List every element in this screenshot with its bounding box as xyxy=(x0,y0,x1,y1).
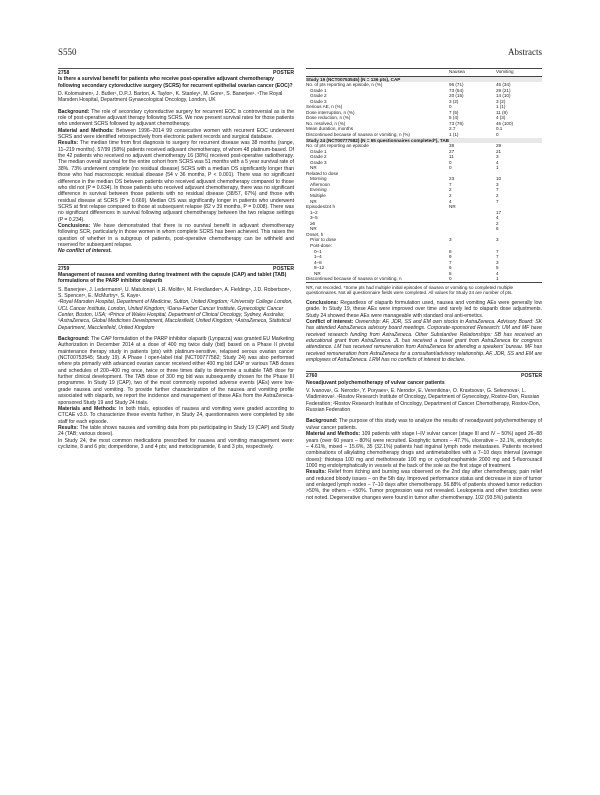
table-footnote: NR, not recorded. *Some pts had multiple initial episodes of nausea or vomiting so completed multiple questionnaires. Not all questionnaire fields were completed. All values for Study 24 are number of pts. xyxy=(306,284,514,296)
results-paragraph xyxy=(58,425,294,438)
abstract-2758 xyxy=(58,68,294,255)
nausea-cell: 11 xyxy=(449,154,454,160)
row-label-cell: Dose interruption, n (%) xyxy=(306,109,355,115)
nausea-cell: 3 xyxy=(449,237,452,243)
row-label-cell: Afternoon xyxy=(310,181,330,187)
results-text: Relief from itching and burning was observed on the 2nd day after chemotherapy, pain relief and reduced bloody issues – on the 5th day. Improved performance status and decrease in size of tumor and enlarged lymph nodes – 7–10 days after chemotherapy. 56.88% of patients showed tumor reduction >50%, the others – <50%. Tumor progression was not revealed. Leukopenia and other toxicities were not noted. Degenerative changes were found in tumor after chemotherapy. 102 (93.5%) patients xyxy=(306,469,542,501)
row-label-cell: Grade 2 xyxy=(310,154,327,160)
nausea-cell: 5 xyxy=(449,270,452,276)
section-title: Abstracts xyxy=(508,47,542,57)
nausea-cell: 1 (1) xyxy=(449,132,459,138)
row-label-cell: Evening xyxy=(310,187,327,193)
vomiting-cell: 4 xyxy=(495,159,499,165)
nausea-cell: 4 xyxy=(449,198,452,204)
row-label-cell: No. of pts reporting an episode, n (%) xyxy=(306,82,383,88)
nausea-cell: 0 xyxy=(449,159,452,165)
row-label-cell: 1–2 xyxy=(310,209,318,215)
nausea-cell: 7 xyxy=(449,259,452,265)
conclusions-label: Conclusions: xyxy=(58,222,91,229)
row-label-cell: Grade 2 xyxy=(310,93,327,99)
vomiting-cell: 4 xyxy=(495,215,499,221)
background-text: The purpose of this study was to analyze the results of neoadjuvant polychemotherapy of vulvar cancer patients. xyxy=(306,418,542,431)
vomiting-cell: 2 xyxy=(495,220,499,226)
row-label-cell: Morning xyxy=(310,176,327,182)
nausea-cell: 23 xyxy=(449,176,455,182)
row-label-cell: NR xyxy=(310,165,317,171)
results-text: The table shows nausea and vomiting data from pts participating in Study 19 (CAP) and Study 24 (TAB; various doses). xyxy=(58,424,294,438)
table-header-cell: Vomiting xyxy=(496,69,542,77)
methods-label: Material and Methods: xyxy=(306,431,361,438)
nausea-cell: 27 xyxy=(449,148,455,154)
abstract-affiliations: ¹Royal Marsden Hospital, Department of Medicine, Sutton, United Kingdom; ²University College London, UCL Cancer Institute, London, United Kingdom; ³Dana-Farber Cancer Institute, Gynecologic Cancer Center, Boston, USA; ⁴Prince of Wales Hospital, Department of Clinical Oncology, Sydney, Australia; ⁵AstraZeneca, Global Medicines Development, Macclesfield, United Kingdom; ⁶AstraZeneca, Statistical Department, Macclesfield, United Kingdom xyxy=(58,299,293,331)
abstract-number: 2758 xyxy=(58,70,70,76)
background-paragraph xyxy=(58,336,294,406)
background-label: Background: xyxy=(306,418,338,425)
methods-paragraph xyxy=(306,431,542,469)
results-label: Results: xyxy=(58,424,79,431)
row-label-cell: Post-dose: xyxy=(310,242,332,248)
background-text: The role of secondary cytoreductive surgery for recurrent EOC is controversial as is the role of post-operative adjuvant therapy following SCRS. We now present survival rates for those patients who underwent SCRS followed by adjuvant chemotherapy. xyxy=(58,108,294,128)
methods-label: Material and Methods: xyxy=(58,127,114,134)
nausea-cell: NR xyxy=(449,204,456,210)
nausea-cell: 0 xyxy=(449,165,452,171)
row-label-cell: Study 24 (NCT00777582) (N = 65 questionnaires completed*), TAB xyxy=(306,137,450,143)
results-paragraph xyxy=(58,140,294,222)
conclusions-text: We have demonstrated that there is no survival benefit in adjuvant chemotherapy following SCR, particularly in those women in whom complete SCRS has been achieved. This raises the question of whether in a subgroup of patients, post-operative chemotherapy can be withheld and reserved for subsequent relapse. xyxy=(58,222,294,248)
background-label: Background: xyxy=(58,108,90,115)
vomiting-cell: 7 xyxy=(495,254,499,260)
nausea-vomiting-table xyxy=(306,68,542,283)
nausea-cell: 9 xyxy=(449,254,452,260)
background-text: The CAP formulation of the PARP inhibitor olaparib (Lynparza) was granted EU Marketing Authorization in December 2014 at a dose of 400 mg twice daily (bid) based on a Phase II pivotal maintenance therapy study in patients (pts) with platinum-sensitive, relapsed serous ovarian cancer (NCT00753545; Study 19). A Phase I open-label trial (NCT00777582; Study 24) was also performed where pts primarily with advanced ovarian cancer received either 400 mg bid CAP or various TAB doses and schedules of 200–400 mg once, twice or three times daily to determine a suitable TAB dose for further clinical development. The TAB dose of 300 mg bid was subsequently chosen for the Phase III programme. In Study 19 (CAP), two of the most commonly reported adverse events (AEs) were low-grade nausea and vomiting. To provide further characterization of the nausea and vomiting profile associated with olaparib, we report the incidence and management of these AEs from the AstraZeneca-sponsored Study 19 and Study 24 trials. xyxy=(58,336,294,406)
vomiting-cell: 0 xyxy=(495,132,499,138)
results-paragraph xyxy=(306,469,542,501)
abstract-title: Neoadjuvant polychemotherapy of vulvar cancer patients xyxy=(306,379,445,386)
results-label: Results: xyxy=(58,140,79,147)
vomiting-cell: 3 xyxy=(495,259,499,265)
row-label-cell: Mean duration, months xyxy=(306,126,353,132)
nausea-cell: 38 xyxy=(449,143,455,149)
row-label-cell: ≥6 xyxy=(310,220,316,226)
vomiting-cell: 17 xyxy=(495,209,502,215)
conclusions-paragraph xyxy=(58,223,294,248)
vomiting-cell: 0.1 xyxy=(495,126,503,132)
abstract-title: Is there a survival benefit for patients who receive post-operative adjuvant chemotherapy following secondary cytoreductive surgery (SCRS) for recurrent epithelial ovarian cancer (EOC)? xyxy=(58,76,293,89)
row-label-cell: 1–4 xyxy=(314,254,322,260)
row-label-cell: Onset, h xyxy=(306,231,324,237)
vomiting-cell: 3 (2) xyxy=(495,98,506,104)
vomiting-cell: 6 xyxy=(495,226,499,232)
vomiting-cell: 29 (21) xyxy=(495,87,511,93)
vomiting-cell: 14 (10) xyxy=(495,93,511,99)
table-header-cell xyxy=(306,69,449,77)
nausea-cell: 8 xyxy=(449,248,452,254)
row-label-cell: Episodes/24 h xyxy=(306,204,336,210)
row-label-cell: NR xyxy=(314,270,321,276)
nausea-cell: 7 xyxy=(449,181,452,187)
vomiting-cell: 11 (8) xyxy=(495,109,508,115)
vomiting-cell: 2 xyxy=(495,193,499,199)
table-header-cell: Nausea xyxy=(449,69,496,77)
methods-text: 109 patients with stage I–IV vulvar cancer (stage III and IV – 50%) aged 26–88 years (over 60 years – 80%) were recruited. Exophytic tumors – 47.7%, ulcerative – 32.1%, endophytic – 4.61%, mixed – 15.6%, 35 (32.1%) patients had inguinal lymph node metastases. Patients received combinations of alkylating chemotherapy drugs and antimetabolites with a 7–10 days interval (average doses): thiotepa 100 mg and methotrexate 100 mg or cyclophosphamide 2000 mg and 5-fluorouracil 1000 mg endolymphatically in vessels at the back of the sole as the first stage of treatment. xyxy=(306,431,542,469)
row-label-cell: Grade 3 xyxy=(310,98,327,104)
nausea-cell: 2.7 xyxy=(449,126,456,132)
page-number: S550 xyxy=(58,47,77,57)
row-label-cell: Grade 1 xyxy=(310,87,327,93)
abstract-authors: S. Banerjee¹, J. Ledermann², U. Matulonis³, L.R. Molife⁴, M. Friedlander⁵, A. Fielding⁶, J.D. Robertson⁶, S. Spencer⁶, E. McMurtry⁶, S. Kaye¹. xyxy=(58,286,291,299)
vomiting-cell: 7 xyxy=(495,198,499,204)
right-column xyxy=(306,68,542,501)
background-label: Background: xyxy=(58,336,90,343)
row-label-cell: Study 19 (NCT00753545) (N = 136 pts), CAP xyxy=(306,76,449,82)
abstract-header xyxy=(306,371,542,379)
row-label-cell: NR xyxy=(310,226,317,232)
abstract-header xyxy=(58,264,294,272)
vomiting-cell: 46 (34) xyxy=(495,82,511,88)
vomiting-cell: 46 (100) xyxy=(495,120,514,126)
results-paragraph-2: In Study 24, the most common medications prescribed for nausea and vomiting management were: cyclizine, 8 and 6 pts; domperidone, 3 and 4 pts; and metoclopramide, 6 and 3 pts, respectively. xyxy=(58,437,294,450)
methods-paragraph xyxy=(58,406,294,425)
conflict-paragraph xyxy=(306,319,542,363)
conflict-statement: No conflict of interest. xyxy=(58,248,112,255)
nausea-cell: 2 xyxy=(449,187,452,193)
vomiting-cell: 4 xyxy=(495,270,499,276)
abstract-title: Management of nausea and vomiting during treatment with the capsule (CAP) and tablet (TAB) formulations of the PARP inhibitor olaparib xyxy=(58,271,287,285)
vomiting-cell: 29 xyxy=(495,143,502,149)
background-paragraph xyxy=(58,109,294,128)
row-label-cell: Discontinued because of nausea or vomiting, n xyxy=(306,276,449,282)
row-label-cell: Serious AE, n (%) xyxy=(306,104,343,110)
nausea-cell: 2 xyxy=(449,193,452,199)
vomiting-cell: 7 xyxy=(495,248,499,254)
nausea-cell: 20 (15) xyxy=(449,93,464,99)
row-label-cell: Prior to dose xyxy=(310,237,337,243)
table-row xyxy=(306,276,542,282)
vomiting-cell: 21 xyxy=(495,148,502,154)
row-label-cell: 0–1 xyxy=(314,248,322,254)
abstract-number: 2760 xyxy=(306,373,318,380)
nausea-cell: 3 (2) xyxy=(449,98,459,104)
nausea-cell: 96 (71) xyxy=(449,82,464,88)
row-label-cell: Grade 1 xyxy=(310,148,327,154)
conclusions-paragraph xyxy=(306,300,542,319)
row-label-cell: 8–12 xyxy=(314,265,325,271)
vomiting-cell: 5 xyxy=(495,265,499,271)
abstract-type: POSTER xyxy=(273,70,294,76)
vomiting-cell: 1 xyxy=(496,276,542,282)
vomiting-cell: 7 xyxy=(495,187,499,193)
row-label-cell: 3–5 xyxy=(310,215,318,221)
nausea-cell: 0 xyxy=(449,104,452,110)
row-label-cell: Dose reduction, n (%) xyxy=(306,115,351,121)
conclusions-label: Conclusions: xyxy=(306,299,339,306)
conflict-label: Conflict of interest: xyxy=(306,319,354,325)
row-label-cell: Related to dose xyxy=(306,170,339,176)
conclusions-text: Regardless of olaparib formulation used, nausea and vomiting AEs were generally low grade. In Study 19, these AEs were improved over time and rarely led to olaparib dose adjustments. Study 24 showed these AEs were manageable with standard oral anti-emetics. xyxy=(306,299,542,319)
methods-label: Materials and Methods: xyxy=(58,405,117,412)
vomiting-cell: 1 xyxy=(495,165,499,171)
vomiting-cell: 4 (3) xyxy=(495,115,506,121)
abstract-authors: D. Kolomainen¹, J. Butler¹, D.P.J. Barton, A. Taylor¹, K. Stanley¹, M. Gore¹, S. Banerjee¹. ¹The Royal Marsden Hospital, Department Gynaecological Oncology, London, UK xyxy=(58,91,283,104)
methods-text: Between 1996–2014 99 consecutive women with recurrent EOC underwent SCRS and were identified retrospectively from electronic patient records and surgical database. xyxy=(58,127,294,141)
nausea-cell: 73 (54) xyxy=(449,87,464,93)
abstract-type: POSTER xyxy=(273,265,294,272)
row-label-cell: 4–8 xyxy=(314,259,322,265)
abstract-type: POSTER xyxy=(521,373,542,380)
results-label: Results: xyxy=(306,469,327,476)
nausea-cell: 5 (4) xyxy=(449,115,459,121)
nausea-cell: 73 (76) xyxy=(449,120,464,126)
vomiting-cell: 10 xyxy=(495,176,502,182)
row-label-cell: Grade 3 xyxy=(310,159,327,165)
table-body xyxy=(306,76,542,282)
nausea-cell: 6 xyxy=(449,265,452,271)
methods-paragraph xyxy=(58,128,294,141)
nausea-cell: 7 (5) xyxy=(449,109,459,115)
background-paragraph xyxy=(306,418,542,431)
methods-text: In both trials, episodes of nausea and vomiting were graded according to CTCAE v3.0. To characterize these events further, in Study 24, questionnaires were completed by site staff for each episode. xyxy=(58,405,294,425)
conflict-text: Ownership: AF, JDR, SS and EM own stocks in AstraZeneca. Advisory Board: SK has attended AstraZeneca advisory board meetings. Corporate-sponsored Research: UM and MF have received research funding from AstraZeneca. Other Substantive Relationships: SB has received an educational grant from AstraZeneca. JL has received a travel grant from AstraZeneca for congress attendance. LM has received remuneration from AstraZeneca for attending a speakers' bureau. MF has received remuneration from AstraZeneca for a consultant/advisory relationship. AF, JDR, SS and EM are employees of AstraZeneca. LRM has no conflicts of interest to declare. xyxy=(306,319,543,364)
row-label-cell: No. of pts reporting an episode xyxy=(306,143,369,149)
row-label-cell: Discontinued because of nausea or vomiting, n (%) xyxy=(306,132,410,138)
abstract-header xyxy=(58,68,294,76)
row-label-cell: Multiple xyxy=(310,193,326,199)
abstract-2760 xyxy=(306,371,542,501)
nausea-cell: 0 xyxy=(449,276,496,282)
results-text: The median time from first diagnosis to surgery for recurrent disease was 38 months (range, 11–219 months). 57/99 (58%) patients received adjuvant chemotherapy, of whom 48 platinum-based. Of the 42 patients who received no adjuvant chemotherapy 16 (38%) received post-operative radiotherapy. The median overall survival for the entire cohort from SCRS was 51 months with a 5 year survival rate of 38%. 73% underwent complete (no residual disease) SCRS with a median OS significantly longer than those who had macroscopic residual disease (54 v 36 months, P < 0.001). There was no significant difference in the median OS between patients who received adjuvant chemotherapy compared to those who did not (P = 0.634). In those patients who received adjuvant chemotherapy, there was no significant difference in survival between those patients with no residual disease (38/57, 67%) and those with residual disease at SCRS (P = 0.669). Median OS was significantly longer in patients who underwent SCRS at first relapse compared to those at subsequent relapse (82 v 39 months, P = 0.008). There was no significant differences in survival following adjuvant chemotherapy between the two relapse settings (P = 0.234). xyxy=(58,140,294,223)
abstract-authors: V. Ivanova¹, G. Nerodo¹, Y. Poryaev¹, E. Nerodo¹, E. Verenikina¹, O. Kravtsova¹, G. Seleznova¹, L. Vladimirova². ¹Rostov Research Institute of Oncology, Department of Gynecology, Rostov-Don, Russian Federation; ²Rostov Research Institute of Oncology, Department of Cancer Chemotherapy, Rostov-Don, Russian Federation xyxy=(306,388,540,414)
abstract-2759 xyxy=(58,264,294,451)
vomiting-cell: 3 xyxy=(495,181,499,187)
vomiting-cell: 3 xyxy=(495,154,499,160)
vomiting-cell: 3 xyxy=(495,237,499,243)
row-label-cell: NR xyxy=(310,198,317,204)
left-column xyxy=(58,68,294,450)
abstract-number: 2759 xyxy=(58,265,70,272)
vomiting-cell: 1 (1) xyxy=(495,104,506,110)
row-label-cell: No. resolved, n (%) xyxy=(306,120,346,126)
